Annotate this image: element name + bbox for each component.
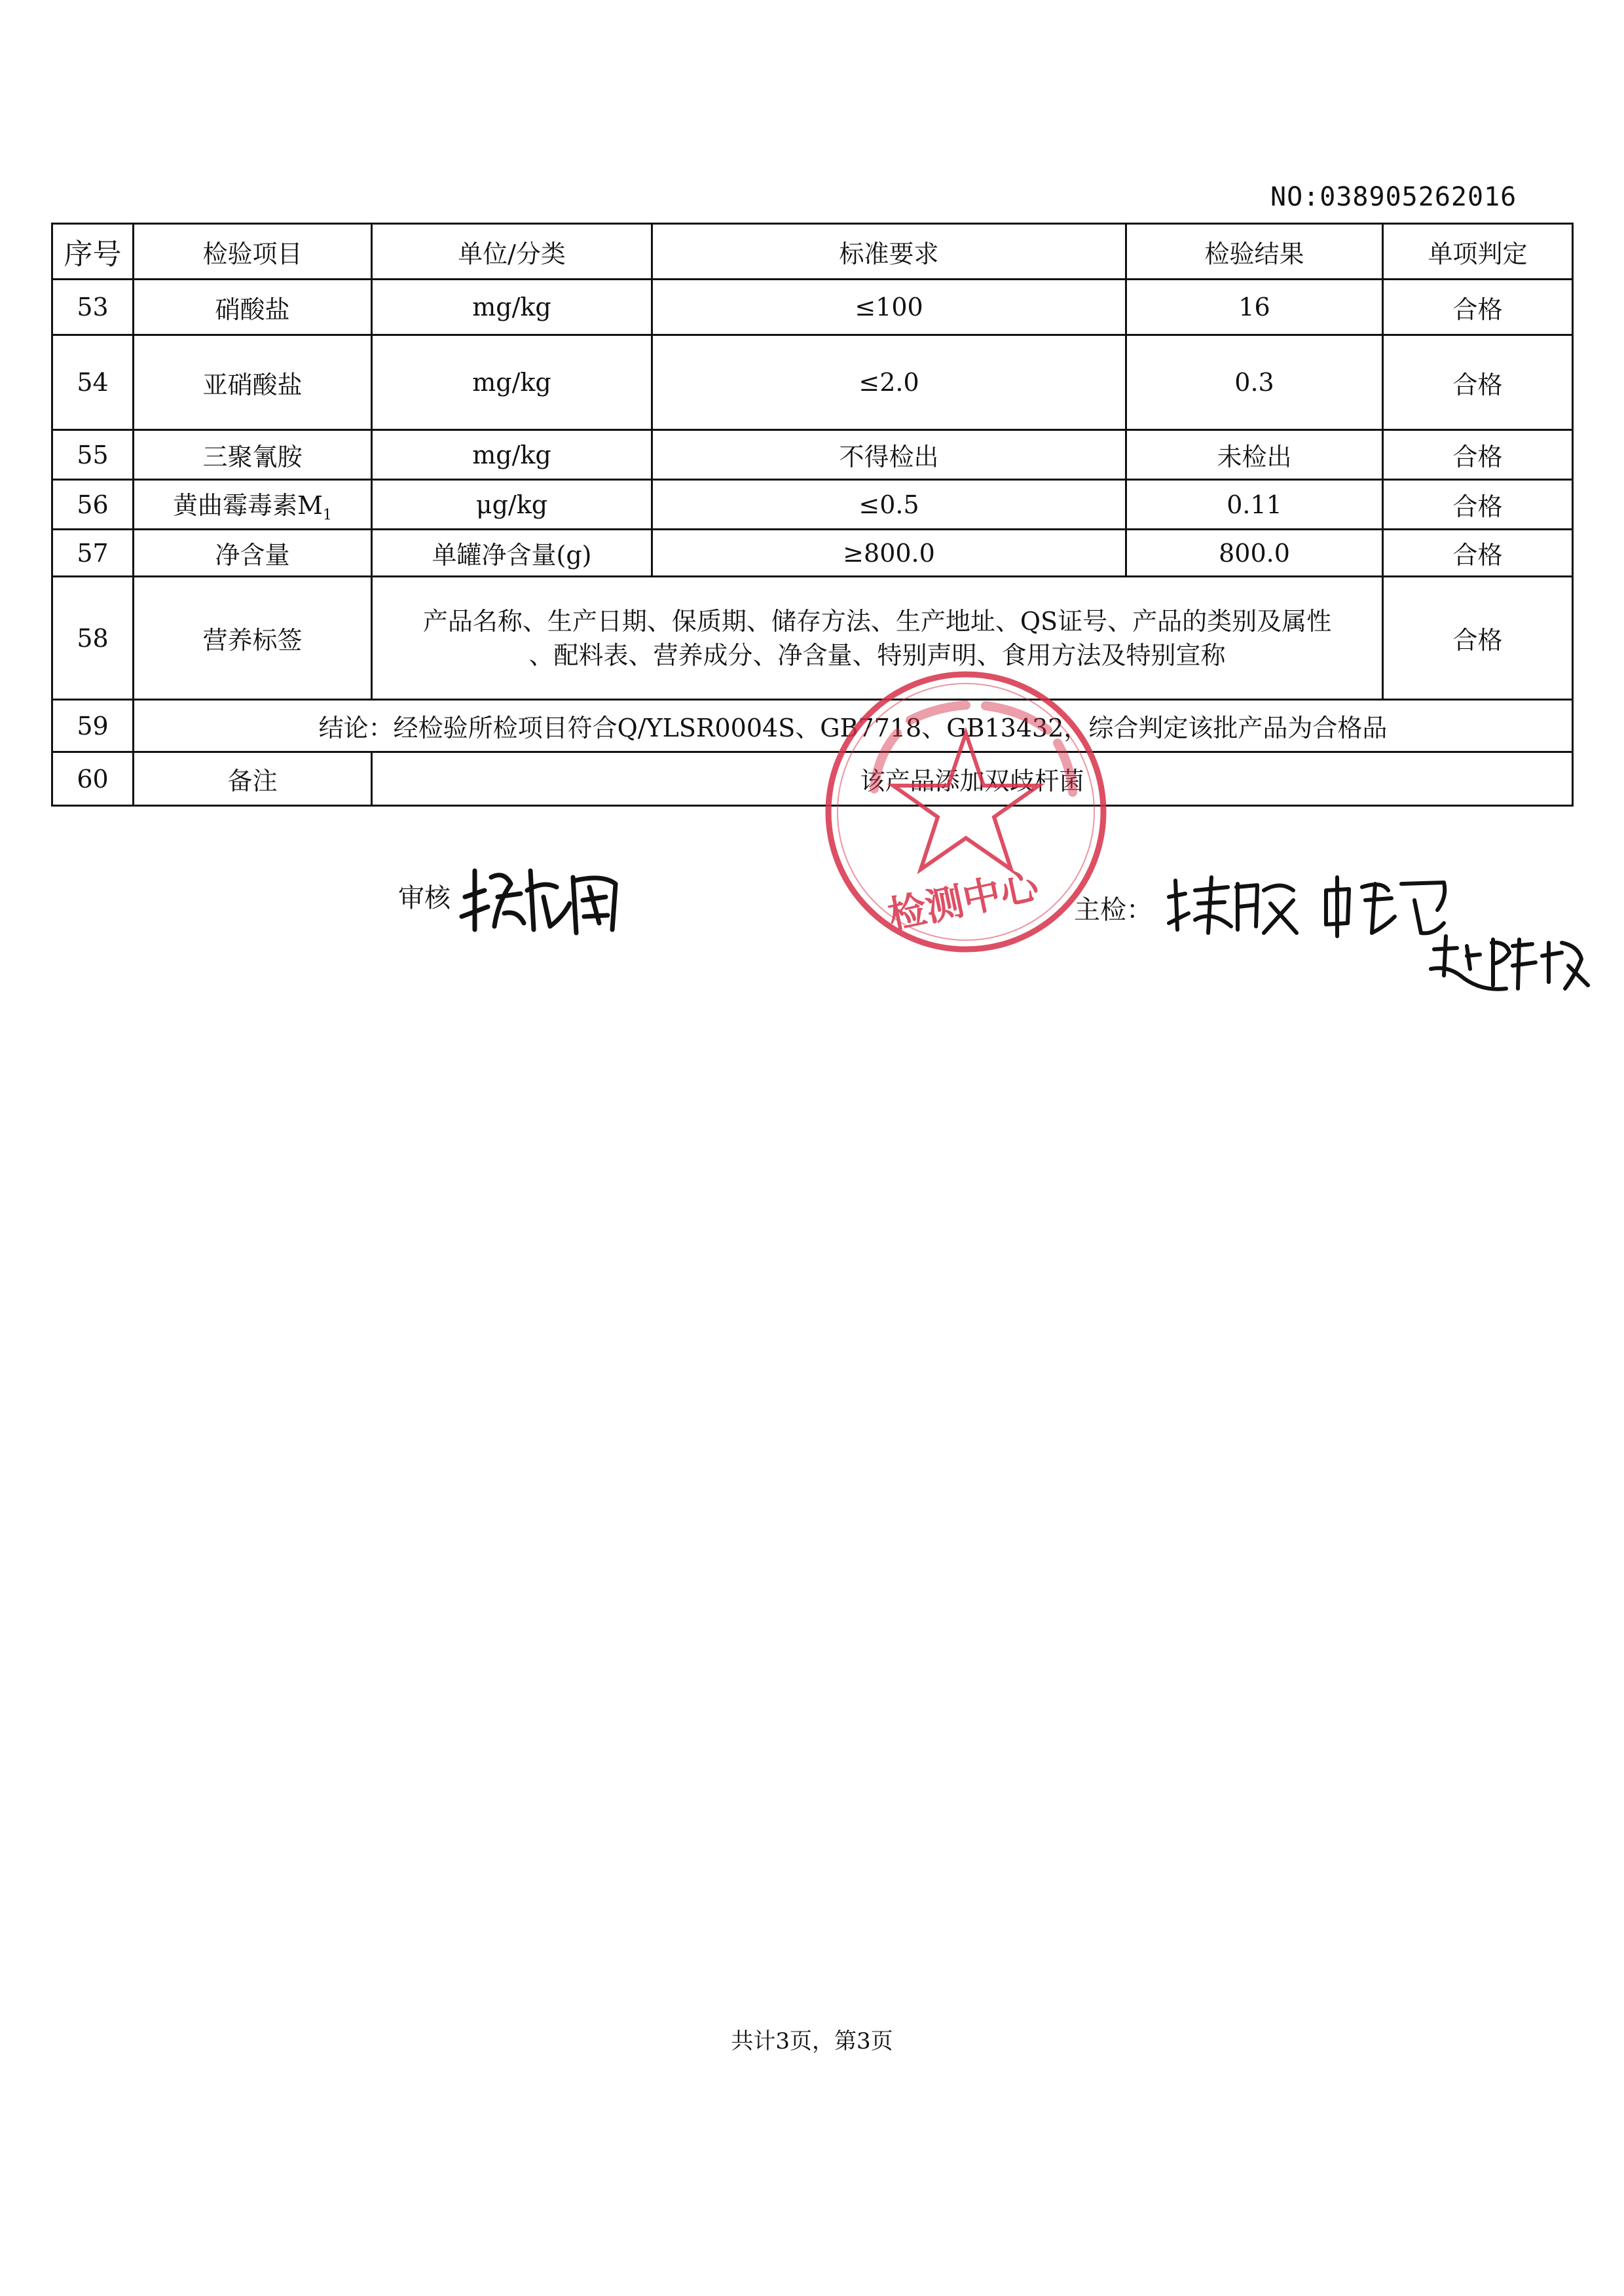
row-judgment: 合格 (1383, 280, 1573, 335)
row-judgment: 合格 (1383, 530, 1573, 577)
header-unit: 单位/分类 (372, 224, 652, 280)
table-row (52, 530, 1573, 577)
row-seq: 58 (52, 577, 134, 700)
row-standard: ≤2.0 (652, 335, 1126, 430)
header-item: 检验项目 (134, 224, 372, 280)
row-judgment: 合格 (1383, 430, 1573, 480)
row-seq: 53 (52, 280, 134, 335)
row-result: 未检出 (1126, 430, 1383, 480)
header-result: 检验结果 (1126, 224, 1383, 280)
row-unit: mg/kg (372, 280, 652, 335)
row-result: 0.11 (1126, 480, 1383, 530)
row-item: 营养标签 (134, 577, 372, 700)
table-row (52, 280, 1573, 335)
row-judgment: 合格 (1383, 480, 1573, 530)
row-item: 硝酸盐 (134, 280, 372, 335)
reviewer-signature (458, 851, 629, 943)
row-standard: ≤0.5 (652, 480, 1126, 530)
row-item-text: 黄曲霉毒素M (173, 491, 323, 520)
stamp-center-text: 检测中心 (884, 863, 1043, 938)
row-item (134, 480, 372, 530)
inspector-label: 主检： (1074, 895, 1153, 925)
row-item: 备注 (134, 752, 372, 806)
row-judgment: 合格 (1383, 335, 1573, 430)
header-judgment: 单项判定 (1383, 224, 1573, 280)
row-item: 三聚氰胺 (134, 430, 372, 480)
row-result: 16 (1126, 280, 1383, 335)
row-unit: mg/kg (372, 430, 652, 480)
report-number: NO:038905262016 (1270, 182, 1517, 212)
row-seq: 60 (52, 752, 134, 806)
row-seq: 55 (52, 430, 134, 480)
row-unit: mg/kg (372, 335, 652, 430)
row-item-subscript: 1 (322, 507, 332, 524)
row-standard: ≥800.0 (652, 530, 1126, 577)
header-standard: 标准要求 (652, 224, 1126, 280)
row-unit: μg/kg (372, 480, 652, 530)
row-judgment: 合格 (1383, 577, 1573, 700)
remark-text: 该产品添加双歧杆菌 (372, 752, 1573, 806)
table-row (52, 335, 1573, 430)
row-standard: ≤100 (652, 280, 1126, 335)
conclusion-text: 结论：经检验所检项目符合Q/YLSR0004S、GB7718、GB13432，综合判定该批产品为合格品 (134, 700, 1573, 752)
table-row (52, 430, 1573, 480)
row-item: 亚硝酸盐 (134, 335, 372, 430)
table-header-row (52, 224, 1573, 280)
row-standard: 不得检出 (652, 430, 1126, 480)
inspector-signature-3 (1428, 930, 1598, 1002)
page-footer: 共计3页，第3页 (731, 2028, 893, 2054)
row-seq: 54 (52, 335, 134, 430)
row-result: 0.3 (1126, 335, 1383, 430)
row-item: 净含量 (134, 530, 372, 577)
nutrition-line-1: 产品名称、生产日期、保质期、储存方法、生产地址、QS证号、产品的类别及属性 (422, 606, 1332, 636)
table-row (52, 480, 1573, 530)
row-result: 800.0 (1126, 530, 1383, 577)
nutrition-line-2: 、配料表、营养成分、净含量、特别声明、食用方法及特别宣称 (528, 640, 1226, 670)
inspector-signature-1 (1166, 871, 1303, 943)
row-seq: 59 (52, 700, 134, 752)
row-seq: 57 (52, 530, 134, 577)
row-unit: 单罐净含量(g) (372, 530, 652, 577)
reviewer-label: 审核 (398, 883, 451, 913)
row-seq: 56 (52, 480, 134, 530)
header-seq: 序号 (52, 224, 134, 280)
